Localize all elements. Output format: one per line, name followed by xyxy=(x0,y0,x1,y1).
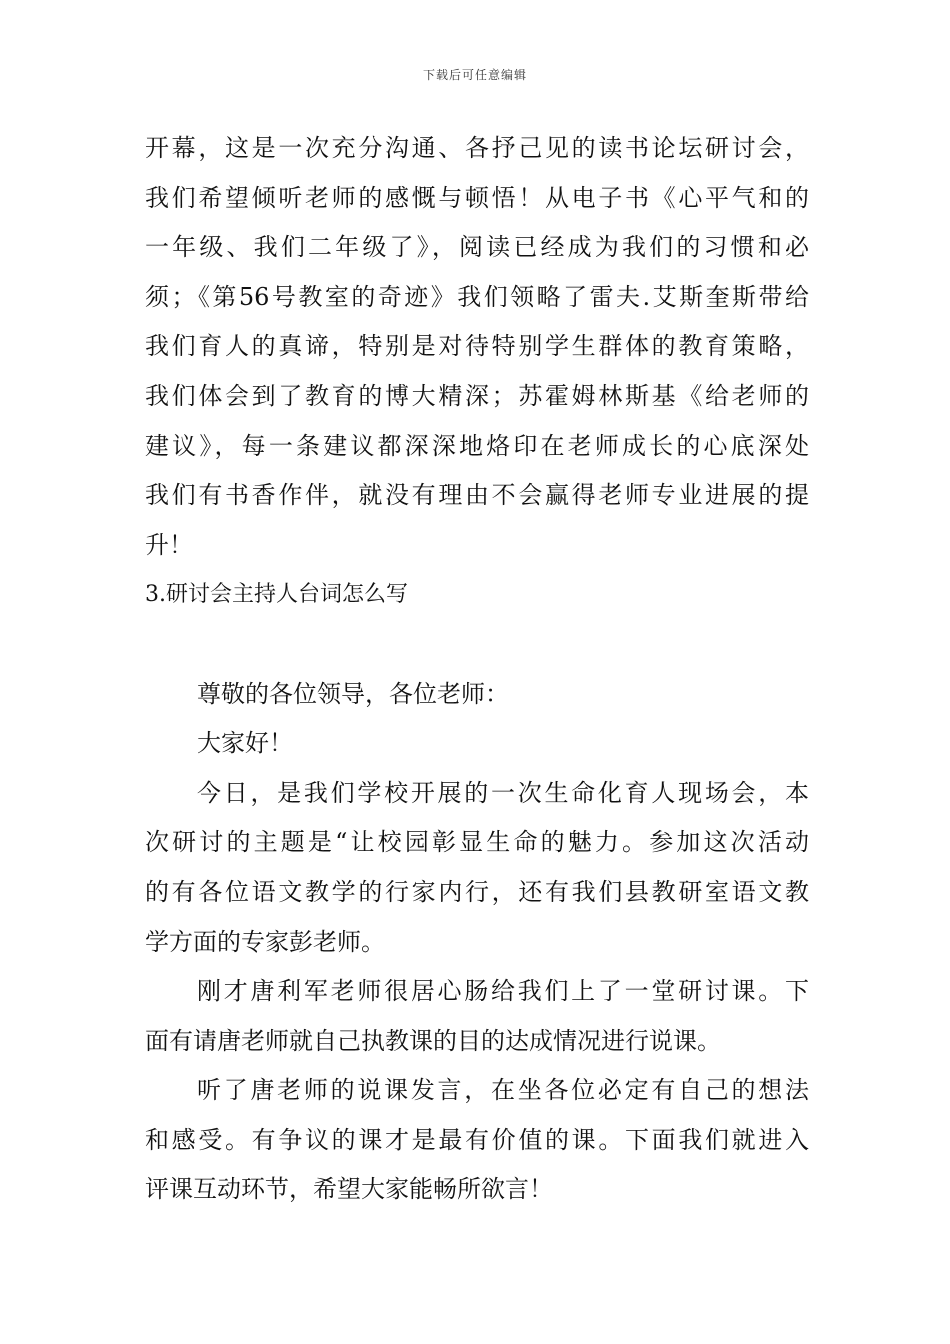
text-line: 一年级、我们二年级了》，阅读已经成为我们的习惯和必 xyxy=(145,233,809,262)
greeting: 大家好！ xyxy=(197,729,293,758)
paragraph-line: 听了唐老师的说课发言，在坐各位必定有自己的想法 xyxy=(197,1076,809,1105)
paragraph-line: 评课互动环节，希望大家能畅所欲言！ xyxy=(145,1175,553,1204)
text-line: 须；《第56号教室的奇迹》我们领略了雷夫.艾斯奎斯带给 xyxy=(145,282,809,311)
blank-line xyxy=(145,620,809,670)
text-line: 我们希望倾听老师的感慨与顿悟！从电子书《心平气和的 xyxy=(145,183,809,212)
paragraph-line: 今日，是我们学校开展的一次生命化育人现场会，本 xyxy=(197,778,809,807)
text-line: 开幕，这是一次充分沟通、各抒己见的读书论坛研讨会， xyxy=(145,134,809,162)
text-line: 我们育人的真谛，特别是对待特别学生群体的教育策略， xyxy=(145,332,809,361)
text-line: 升！ xyxy=(145,530,193,559)
text-line: 我们体会到了教育的博大精深；苏霍姆林斯基《给老师的 xyxy=(145,381,809,410)
text-line: 建议》，每一条建议都深深地烙印在老师成长的心底深处 xyxy=(145,431,809,460)
paragraph-line: 刚才唐利军老师很居心肠给我们上了一堂研讨课。下 xyxy=(197,977,809,1006)
paragraph-line: 次研讨的主题是“让校园彰显生命的魅力。参加这次活动 xyxy=(145,828,809,857)
section-heading: 3.研讨会主持人台词怎么写 xyxy=(145,582,408,608)
paragraph-line: 和感受。有争议的课才是最有价值的课。下面我们就进入 xyxy=(145,1125,809,1154)
paragraph-line: 面有请唐老师就自己执教课的目的达成情况进行说课。 xyxy=(145,1026,721,1055)
page-header-note: 下载后可任意编辑 xyxy=(422,68,527,82)
paragraph-line: 的有各位语文教学的行家内行，还有我们县教研室语文教 xyxy=(145,877,809,906)
document-body xyxy=(145,124,809,1215)
salutation: 尊敬的各位领导，各位老师： xyxy=(197,679,509,708)
paragraph-line: 学方面的专家彭老师。 xyxy=(145,927,385,956)
text-line: 我们有书香作伴，就没有理由不会赢得老师专业进展的提 xyxy=(145,481,809,510)
